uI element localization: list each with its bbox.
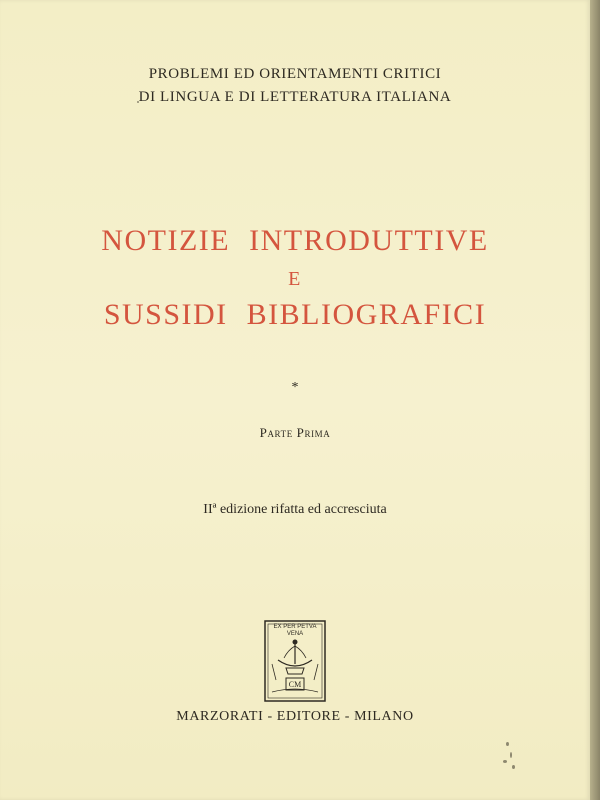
part-label: Parte Prima [259,425,331,440]
printer-mark-icon [264,620,326,702]
paper-speck [503,760,507,763]
paper-speck [137,101,139,103]
printer-mark-motto-line-2: VENA [286,631,304,637]
book-title-line-2: SUSSIDI BIBLIOGRAFICI [103,298,487,331]
paper-speck [506,742,509,746]
series-title-line-1: PROBLEMI ED ORIENTAMENTI CRITICI [148,66,442,82]
book-edge [590,0,600,800]
volume-asterisk: * [291,380,299,395]
printer-mark-motto-line-1: EX PER PETVA [273,624,317,630]
edition-note: IIª edizione rifatta ed accresciuta [203,502,387,517]
printer-mark-graphic [264,620,326,702]
paper-speck [510,752,512,758]
book-title-line-1: NOTIZIE INTRODUTTIVE [101,224,489,257]
publisher-imprint: MARZORATI - EDITORE - MILANO [176,709,414,724]
series-title-line-2: DI LINGUA E DI LETTERATURA ITALIANA [138,89,452,105]
book-title-conjunction: E [288,268,302,290]
paper-speck [512,765,515,769]
printer-mark-monogram: CM [288,680,302,689]
